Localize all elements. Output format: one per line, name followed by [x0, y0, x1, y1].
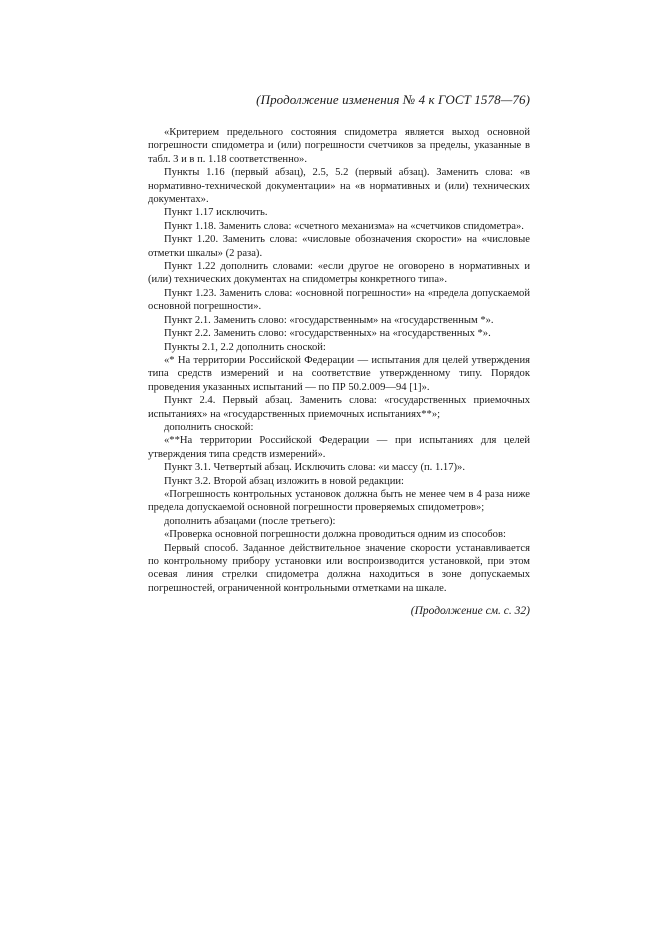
continuation-note: (Продолжение см. с. 32) — [410, 605, 530, 618]
paragraph-item-2-4: Пункт 2.4. Первый абзац. Заменить слова: «государственных приемочных испытаниях» на «государственных приемочных испытаниях**»; — [148, 395, 530, 420]
running-title: (Продолжение изменения № 4 к ГОСТ 1578—76) — [256, 92, 530, 107]
paragraph-add-footnote: дополнить сноской: — [164, 421, 254, 433]
paragraph-item-2-2: Пункт 2.2. Заменить слово: «государственных» на «государственных *». — [164, 328, 491, 340]
paragraph-first-method: Первый способ. Заданное действительное значение скорости устанавливается по контрольному прибору установки или воспроизводится установкой, при этом осевая линия стрелки спидометра должна находиться в зоне допускаемых погрешностей, ограниченной контрольными отметками на шкале. — [148, 542, 530, 594]
paragraph-footnote-double-star: «**На территории Российской Федерации — при испытаниях для целей утверждения типа средств измерений». — [148, 435, 530, 460]
paragraph-item-1-23: Пункт 1.23. Заменить слова: «основной погрешности» на «предела допускаемой основной погрешности». — [148, 287, 530, 313]
paragraph-check-methods: «Проверка основной погрешности должна проводиться одним из способов: — [164, 529, 506, 541]
paragraph-item-3-1: Пункт 3.1. Четвертый абзац. Исключить слова: «и массу (п. 1.17)». — [164, 462, 465, 474]
paragraph-item-1-20: Пункт 1.20. Заменить слова: «числовые обозначения скорости» на «числовые отметки шкалы» (2 раза). — [148, 234, 530, 259]
paragraph-criterion: «Критерием предельного состояния спидометра является выход основной погрешности спидометра и (или) погрешности счетчиков за пределы, указанные в табл. 3 и в п. 1.18 соответственно». — [148, 127, 530, 165]
paragraph-items-1-16: Пункты 1.16 (первый абзац), 2.5, 5.2 (первый абзац). Заменить слова: «в нормативно-технической документации» на «в нормативных и (или) технических документах». — [148, 167, 530, 206]
paragraph-item-3-2: Пункт 3.2. Второй абзац изложить в новой редакции: — [164, 475, 404, 487]
paragraph-accuracy: «Погрешность контрольных установок должна быть не менее чем в 4 раза ниже предела допускаемой основной погрешности проверяемых спидометров»; — [148, 488, 530, 514]
paragraph-item-2-1: Пункт 2.1. Заменить слово: «государственным» на «государственным *». — [164, 314, 494, 326]
document-page — [148, 92, 530, 618]
document-body — [148, 126, 530, 595]
paragraph-item-1-22: Пункт 1.22 дополнить словами: «если другое не оговорено в нормативных и (или) технических документах на спидометры конкретного типа». — [148, 261, 530, 286]
paragraph-item-1-18: Пункт 1.18. Заменить слова: «счетного механизма» на «счетчиков спидометра». — [164, 220, 524, 232]
paragraph-item-1-17: Пункт 1.17 исключить. — [164, 207, 268, 219]
paragraph-items-2-1-2-2-footnote: Пункты 2.1, 2.2 дополнить сноской: — [164, 341, 326, 353]
paragraph-footnote-star: «* На территории Российской Федерации — испытания для целей утверждения типа средств измерений и на соответствие утвержденному типу. Порядок проведения указанных испытаний — по ПР 50.2.009—94 [1]». — [148, 354, 530, 393]
paragraph-add-paragraphs: дополнить абзацами (после третьего): — [164, 515, 336, 527]
